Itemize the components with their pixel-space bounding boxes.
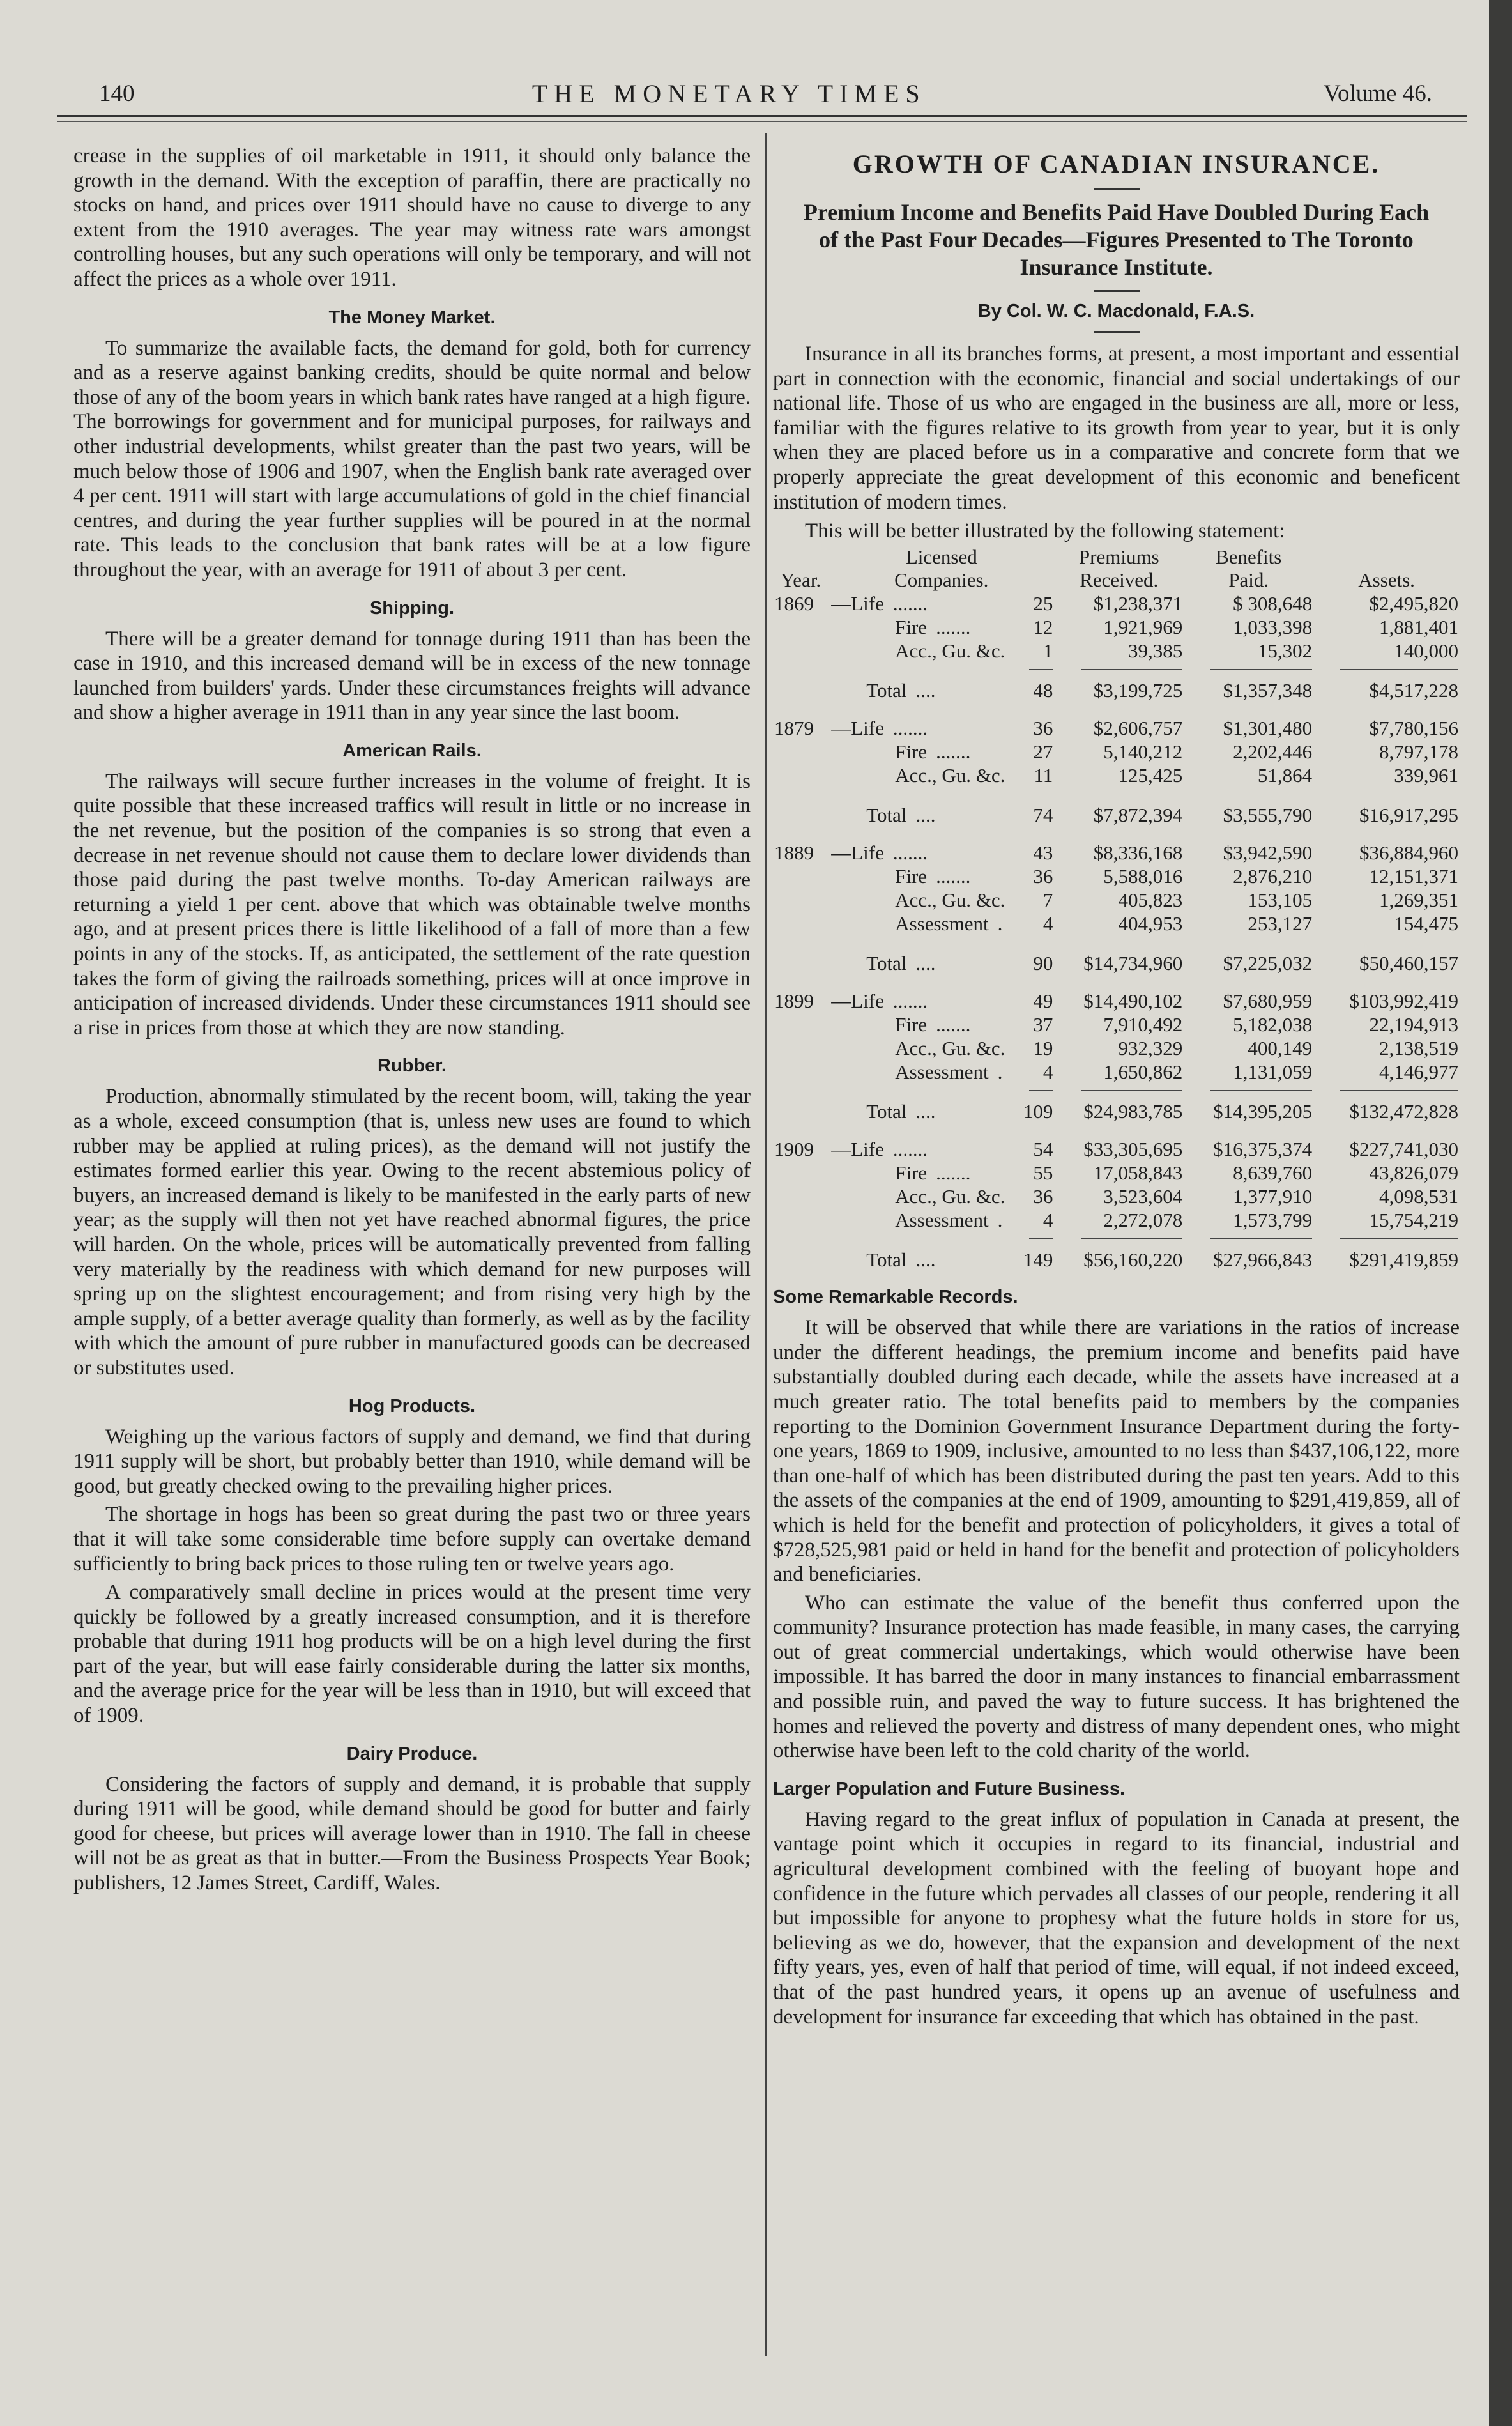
row-label [829, 1060, 1015, 1084]
premiums-cell: $1,238,371 [1093, 592, 1183, 615]
header-rule-thin [57, 121, 1467, 122]
year-cell [773, 1208, 829, 1232]
benefits-cell: $1,357,348 [1223, 679, 1313, 702]
table-row [773, 989, 1460, 1013]
dot-leader: ....... [892, 841, 928, 864]
row-label [829, 794, 1015, 827]
premiums-cell: 404,953 [1118, 912, 1183, 935]
year-dash: — [831, 592, 851, 615]
table-row [773, 740, 1460, 764]
section-heading: Rubber. [378, 1056, 447, 1077]
assets-cell: $2,495,820 [1369, 592, 1458, 615]
benefits-cell: 1,131,059 [1233, 1061, 1313, 1084]
year-cell [773, 639, 829, 663]
paragraph: Having regard to the great influx of population in Canada at present, the vantage point which it occupies in regard to its financial, industrial and agricultural development combined with the feeling of buoyant hope and confidence in the future which pervades all classes of our people, rendering it all but impossible for anyone to prophesy what the future holds in store for us, believing as we do, however, that the expansion and development of the next fifty years, yes, even of half that period of time, will equal, if not indeed exceed, that of the past hundred years, it opens up an avenue of usefulness and development for insurance far exceeding that which has obtained in the past. [773, 1808, 1460, 2029]
header-year: Year. [781, 569, 821, 592]
assets-cell: $7,780,156 [1369, 717, 1458, 740]
companies-cell: 25 [1033, 592, 1053, 615]
assets-cell: $50,460,157 [1359, 952, 1458, 975]
section-heading: The Money Market. [328, 307, 496, 328]
premiums-cell: 932,329 [1118, 1037, 1183, 1060]
premiums-cell: $24,983,785 [1083, 1100, 1183, 1123]
companies-cell: 1 [1042, 640, 1053, 663]
subtotal-rule-row [773, 787, 1460, 794]
subtotal-rule-row [773, 1084, 1460, 1091]
companies-cell: 54 [1033, 1138, 1053, 1161]
row-label [829, 989, 1015, 1013]
paragraph: To summarize the available facts, the demand for gold, both for currency and as a reserve against banking credits, should be quite normal and below those of any of the boom years in which bank rates have ranged at a high figure. The borrowings for government and for municipal purposes, for railways and other industrial developments, whilst greater than the past two years, will be much below those of 1906 and 1907, when the English bank rate averaged over 4 per cent. 1911 will start with large accumulations of gold in the chief financial centres, and during the year further supplies will be poured in at the normal rate. This leads to the conclusion that bank rates will be at a low figure throughout the year, with an average for 1911 of about 3 per cent. [73, 336, 751, 581]
benefits-cell: 1,573,799 [1233, 1209, 1313, 1232]
row-label-text: Fire [895, 616, 928, 639]
row-label-text: Acc., Gu. &c. [895, 764, 1005, 787]
row-label-text: Acc., Gu. &c. [895, 1037, 1005, 1060]
assets-cell: $4,517,228 [1369, 679, 1458, 702]
row-label-text: Assessment [895, 1061, 989, 1084]
table-total-row [773, 942, 1460, 975]
benefits-cell: 8,639,760 [1233, 1162, 1313, 1185]
assets-cell: 1,269,351 [1379, 889, 1458, 912]
year-cell [773, 1036, 829, 1060]
companies-cell: 4 [1042, 1209, 1053, 1232]
benefits-cell: 5,182,038 [1233, 1013, 1313, 1036]
row-label-text: Life [851, 717, 884, 740]
year-cell [773, 942, 829, 975]
premiums-cell: $8,336,168 [1093, 841, 1183, 864]
year-cell [773, 615, 829, 639]
group-gap [773, 702, 1460, 716]
premiums-cell: $7,872,394 [1093, 804, 1183, 827]
row-label-text: Total [866, 679, 907, 702]
companies-cell: 48 [1033, 679, 1053, 702]
paragraph: A comparatively small decline in prices would at the present time very quickly be followed by a greatly increased consumption, and it is therefore probable that during 1911 hog products will be on a high level during the first part of the year, but will ease fairly considerable during the latter six months, and the average price for the year will be less than in 1910, but will exceed that of 1909. [73, 1581, 751, 1728]
group-gap [773, 1123, 1460, 1137]
benefits-cell: 51,864 [1257, 764, 1313, 787]
page-header [99, 75, 1432, 111]
year-cell [773, 1185, 829, 1208]
table-row [773, 615, 1460, 639]
assets-cell: 140,000 [1394, 640, 1458, 663]
year-cell [773, 912, 829, 935]
year-cell: 1879 [774, 717, 814, 740]
benefits-cell: 1,377,910 [1233, 1185, 1313, 1208]
row-label-text: Life [851, 990, 884, 1013]
row-label [829, 841, 1015, 864]
assets-cell: 2,138,519 [1379, 1037, 1458, 1060]
year-cell [773, 1013, 829, 1036]
premiums-cell: 17,058,843 [1093, 1162, 1183, 1185]
row-label-text: Total [866, 952, 907, 975]
premiums-cell: $56,160,220 [1083, 1248, 1183, 1271]
table-row [773, 1208, 1460, 1232]
row-label [829, 615, 1015, 639]
row-label-text: Acc., Gu. &c. [895, 889, 1005, 912]
dot-leader: ....... [892, 717, 928, 740]
dot-leader: .... [915, 952, 936, 975]
companies-cell: 43 [1033, 841, 1053, 864]
dot-leader: .... [915, 679, 936, 702]
companies-cell: 37 [1033, 1013, 1053, 1036]
row-label [829, 888, 1015, 912]
row-label [829, 1161, 1015, 1185]
companies-cell: 36 [1033, 865, 1053, 888]
companies-cell: 11 [1034, 764, 1053, 787]
header-rule [57, 115, 1467, 117]
table-row [773, 864, 1460, 888]
journal-title: THE MONETARY TIMES [531, 79, 926, 108]
header-companies: Companies. [894, 569, 989, 592]
row-label-text: Life [851, 841, 884, 864]
benefits-cell: $14,395,205 [1213, 1100, 1313, 1123]
benefits-cell: 2,202,446 [1233, 741, 1313, 764]
section-heading: Shipping. [369, 597, 455, 618]
companies-cell: 7 [1042, 889, 1053, 912]
assets-cell: 154,475 [1394, 912, 1458, 935]
assets-cell: 43,826,079 [1369, 1162, 1458, 1185]
year-cell [773, 670, 829, 702]
assets-cell: 8,797,178 [1379, 741, 1458, 764]
table-intro: This will be better illustrated by the following statement: [805, 519, 1285, 543]
dot-leader: ....... [936, 1162, 971, 1185]
row-label [829, 592, 1015, 615]
row-label [829, 864, 1015, 888]
benefits-cell: 2,876,210 [1233, 865, 1313, 888]
row-label [829, 1137, 1015, 1161]
dot-leader: .... [915, 1248, 936, 1271]
year-cell [773, 1161, 829, 1185]
benefits-cell: 253,127 [1248, 912, 1313, 935]
table-row [773, 764, 1460, 787]
table-total-row [773, 794, 1460, 827]
section-heading: Hog Products. [348, 1395, 476, 1416]
dot-leader: . [997, 1061, 1003, 1084]
row-label-text: Life [851, 1138, 884, 1161]
assets-cell: $103,992,419 [1349, 990, 1458, 1013]
article-intro: Insurance in all its branches forms, at present, a most important and essential part in connection with the economic, financial and social undertakings of our national life. Those of us who are engaged in the business are all, more or less, familiar with the figures relative to its growth from year to year, but it is only when they are placed before us in a comparative and concrete form that we properly appreciate the great development of this economic and beneficent institution of modern times. [773, 342, 1460, 514]
benefits-cell: $1,301,480 [1223, 717, 1313, 740]
premiums-cell: 1,921,969 [1103, 616, 1183, 639]
year-dash: — [831, 990, 851, 1013]
assets-cell: 12,151,371 [1369, 865, 1458, 888]
year-cell: 1869 [774, 592, 814, 615]
dot-leader: ....... [892, 592, 928, 615]
header-licensed: Licensed [905, 546, 977, 569]
premiums-cell: 405,823 [1118, 889, 1183, 912]
row-label [829, 639, 1015, 663]
table-row [773, 592, 1460, 615]
companies-cell: 55 [1033, 1162, 1053, 1185]
benefits-cell: 400,149 [1248, 1037, 1313, 1060]
row-label-text: Total [866, 1248, 907, 1271]
dot-leader: .... [915, 1100, 936, 1123]
row-label [829, 740, 1015, 764]
year-dash: — [831, 717, 851, 740]
benefits-cell: $16,375,374 [1213, 1138, 1313, 1161]
premiums-cell: 2,272,078 [1103, 1209, 1183, 1232]
companies-cell: 36 [1033, 1185, 1053, 1208]
dot-leader: ....... [892, 1138, 928, 1161]
row-label-text: Assessment [895, 912, 989, 935]
row-label [829, 1036, 1015, 1060]
row-label [829, 1013, 1015, 1036]
premiums-cell: 3,523,604 [1103, 1185, 1183, 1208]
paragraph: Considering the factors of supply and demand, it is probable that supply during 1911 will be good, while demand should be good for butter and fairly good for cheese, but prices will average lower than in 1910. The fall in cheese will not be as great as that in butter.—From the Business Prospects Year Book; publishers, 12 James Street, Cardiff, Wales. [73, 1772, 751, 1895]
year-dash: — [831, 1138, 851, 1161]
row-label-text: Fire [895, 865, 928, 888]
row-label [829, 716, 1015, 740]
left-column [73, 144, 751, 1900]
premiums-cell: $14,734,960 [1083, 952, 1183, 975]
paragraph: The shortage in hogs has been so great during the past two or three years that it will take some considerable time before supply can overtake demand sufficiently to bring back prices to those ruling ten or twelve years ago. [73, 1503, 751, 1576]
subtotal-rule-row [773, 663, 1460, 670]
row-label-text: Total [866, 804, 907, 827]
table-row [773, 1060, 1460, 1084]
year-cell [773, 764, 829, 787]
benefits-cell: 153,105 [1248, 889, 1313, 912]
year-cell: 1909 [774, 1138, 814, 1161]
table-row [773, 1161, 1460, 1185]
dot-leader: ....... [936, 1013, 971, 1036]
row-label-text: Acc., Gu. &c. [895, 640, 1005, 663]
companies-cell: 19 [1033, 1037, 1053, 1060]
premiums-cell: 1,650,862 [1103, 1061, 1183, 1084]
table-row [773, 1137, 1460, 1161]
paragraph: It will be observed that while there are variations in the ratios of increase under the different headings, the premium income and benefits paid have substantially doubled during each decade, while the assets have increased at a much greater ratio. The total benefits paid to members by the companies reporting to the Dominion Government Insurance Department during the forty-one years, 1869 to 1909, inclusive, amounted to no less than $437,106,122, more than one-half of which has been distributed during the past ten years. Add to this the assets of the companies at the end of 1909, amounting to $291,419,859, all of which is held for the benefit and protection of policyholders, it gives a total of $728,525,981 paid or held in hand for the benefit and protection of policyholders and beneficiaries. [773, 1316, 1460, 1586]
section-heading: Dairy Produce. [346, 1743, 478, 1764]
premiums-cell: $3,199,725 [1093, 679, 1183, 702]
row-label-text: Assessment [895, 1209, 989, 1232]
deck-dash [1094, 290, 1140, 292]
dot-leader: .... [915, 804, 936, 827]
premiums-cell: $33,305,695 [1083, 1138, 1183, 1161]
paragraph: The railways will secure further increases in the volume of freight. It is quite possible that these increased traffics will result in little or no increase in the net revenue, but the position of the companies is so strong that even a decrease in net revenue should not cause them to declare lower dividends than those paid during the past twelve months. To-day American railways are returning a yield 1 per cent. above that which was obtainable twelve months ago, and at present prices there is little likelihood of a fall of more than a few points in any of the stocks. If, as anticipated, the settlement of the rate question takes the form of giving the railroads something, prices will at once improve in anticipation of increased dividends. Under these circumstances 1911 should see a rise in prices from those at which they are now standing. [73, 769, 751, 1040]
premiums-cell: $2,606,757 [1093, 717, 1183, 740]
dot-leader: . [997, 1209, 1003, 1232]
table-total-row [773, 670, 1460, 702]
premiums-cell: $14,490,102 [1083, 990, 1183, 1013]
benefits-cell: $3,942,590 [1223, 841, 1313, 864]
benefits-cell: $7,680,959 [1223, 990, 1313, 1013]
row-label [829, 670, 1015, 702]
premiums-cell: 5,140,212 [1103, 741, 1183, 764]
header-benefits-top: Benefits [1216, 546, 1282, 569]
table-row [773, 639, 1460, 663]
companies-cell: 36 [1033, 717, 1053, 740]
dot-leader: . [997, 912, 1003, 935]
row-label-text: Acc., Gu. &c. [895, 1185, 1005, 1208]
assets-cell: 15,754,219 [1369, 1209, 1458, 1232]
paragraph: Who can estimate the value of the benefit thus conferred upon the community? Insurance protection has made feasible, in many cases, the carrying out of great commercial undertakings, which would otherwise have been impossible. It has barred the door in many instances to financial embarrassment and possible ruin, and paved the way to future success. It has brightened the homes and relieved the poverty and distress of many dependent ones, who might otherwise have been left to the cold charity of the world. [773, 1591, 1460, 1763]
insurance-statistics-table [773, 546, 1460, 1271]
dot-leader: ....... [936, 741, 971, 764]
table-total-row [773, 1091, 1460, 1123]
table-row [773, 912, 1460, 935]
assets-cell: $227,741,030 [1349, 1138, 1458, 1161]
row-label-text: Total [866, 1100, 907, 1123]
companies-cell: 90 [1033, 952, 1053, 975]
assets-cell: 4,098,531 [1379, 1185, 1458, 1208]
dot-leader: ....... [936, 616, 971, 639]
companies-cell: 4 [1042, 912, 1053, 935]
article-title: GROWTH OF CANADIAN INSURANCE. [852, 150, 1380, 178]
year-cell [773, 1060, 829, 1084]
companies-cell: 4 [1042, 1061, 1053, 1084]
table-row [773, 716, 1460, 740]
row-label [829, 942, 1015, 975]
premiums-cell: 125,425 [1118, 764, 1183, 787]
assets-cell: 4,146,977 [1379, 1061, 1458, 1084]
intro-paragraph: crease in the supplies of oil marketable in 1911, it should only balance the growth in the demand. With the exception of paraffin, there are practically no stocks on hand, and prices over 1911 should have no cause to diverge to any extent from the 1910 averages. The year may witness rate wars amongst controlling houses, but any such operations will only be temporary, and will not affect the prices as a whole over 1911. [73, 144, 751, 291]
paragraph: Production, abnormally stimulated by the recent boom, will, taking the year as a whole, exceed consumption (that is, unless new uses are found to which rubber may be applied at ruling prices), as the demand will not justify the estimates formed earlier this year. Owing to the recent abstemious policy of buyers, an increased demand is likely to be manifested in the early parts of new year; as the supply will then not yet have reached abnormal figures, the price will harden. On the whole, prices will be automatically prevented from falling very materially by the readiness with which demand for new purposes will spring up on the slightest encouragement; and from rising very high by the ample supply, of a better average quality than formerly, as well as by the facility with which the amount of pure rubber in manufactured goods can be decreased or substitutes used. [73, 1085, 751, 1379]
assets-cell: 1,881,401 [1379, 616, 1458, 639]
assets-cell: $291,419,859 [1349, 1248, 1458, 1271]
assets-cell: 22,194,913 [1369, 1013, 1458, 1036]
page-number: 140 [99, 80, 135, 107]
scan-edge [1489, 0, 1512, 2426]
year-cell [773, 1091, 829, 1123]
year-cell [773, 794, 829, 827]
group-gap [773, 827, 1460, 841]
table-header-row-2 [773, 569, 1460, 592]
volume-label: Volume 46. [1324, 80, 1432, 107]
table-row [773, 841, 1460, 864]
table-row [773, 888, 1460, 912]
table-header-row-1 [773, 546, 1460, 569]
assets-cell: $132,472,828 [1349, 1100, 1458, 1123]
benefits-cell: $ 308,648 [1233, 592, 1313, 615]
section-heading: American Rails. [342, 740, 482, 761]
header-premiums-top: Premiums [1078, 546, 1159, 569]
paragraph: Weighing up the various factors of supply and demand, we find that during 1911 supply will be short, but probably better than 1910, while demand will be good, but greatly checked owing to the prevailing higher prices. [73, 1425, 751, 1498]
assets-cell: 339,961 [1394, 764, 1458, 787]
companies-cell: 12 [1033, 616, 1053, 639]
companies-cell: 49 [1033, 990, 1053, 1013]
row-label-text: Fire [895, 1013, 928, 1036]
premiums-cell: 7,910,492 [1103, 1013, 1183, 1036]
row-label [829, 912, 1015, 935]
title-dash [1094, 188, 1140, 190]
table-total-row [773, 1239, 1460, 1271]
header-benefits: Paid. [1228, 569, 1269, 592]
benefits-cell: $3,555,790 [1223, 804, 1313, 827]
premiums-cell: 5,588,016 [1103, 865, 1183, 888]
paragraph: There will be a greater demand for tonnage during 1911 than has been the case in 1910, and this increased demand will be in excess of the new tonnage launched from builders' yards. Under these circumstances freights will advance and show a higher average in 1911 than in any year since the last boom. [73, 627, 751, 725]
year-cell [773, 864, 829, 888]
year-cell [773, 740, 829, 764]
table-row [773, 1013, 1460, 1036]
article-byline: By Col. W. C. Macdonald, F.A.S. [977, 301, 1255, 321]
dot-leader: ....... [936, 865, 971, 888]
row-label [829, 764, 1015, 787]
row-label [829, 1091, 1015, 1123]
row-label-text: Fire [895, 741, 928, 764]
dot-leader: ....... [892, 990, 928, 1013]
companies-cell: 27 [1033, 741, 1053, 764]
subtotal-rule-row [773, 1232, 1460, 1239]
assets-cell: $16,917,295 [1359, 804, 1458, 827]
companies-cell: 109 [1023, 1100, 1053, 1123]
header-assets: Assets. [1358, 569, 1415, 592]
table-row [773, 1036, 1460, 1060]
assets-cell: $36,884,960 [1359, 841, 1458, 864]
right-column [773, 144, 1460, 2033]
subtotal-rule-row [773, 935, 1460, 942]
benefits-cell: $7,225,032 [1223, 952, 1313, 975]
table-row [773, 1185, 1460, 1208]
article-deck: Premium Income and Benefits Paid Have Doubled During Each of the Past Four Decades—Figures Presented to The Toronto Insurance Institute. [803, 199, 1430, 280]
year-cell [773, 1239, 829, 1271]
benefits-cell: 15,302 [1257, 640, 1313, 663]
row-label [829, 1239, 1015, 1271]
year-cell: 1889 [774, 841, 814, 864]
year-cell [773, 888, 829, 912]
row-label [829, 1185, 1015, 1208]
row-label-text: Fire [895, 1162, 928, 1185]
premiums-cell: 39,385 [1127, 640, 1183, 663]
section-heading: Larger Population and Future Business. [773, 1778, 1126, 1799]
header-premiums: Received. [1080, 569, 1159, 592]
year-cell: 1899 [774, 990, 814, 1013]
year-dash: — [831, 841, 851, 864]
byline-dash [1094, 331, 1140, 333]
section-heading: Some Remarkable Records. [773, 1287, 1018, 1308]
group-gap [773, 975, 1460, 989]
row-label [829, 1208, 1015, 1232]
benefits-cell: 1,033,398 [1233, 616, 1313, 639]
companies-cell: 74 [1033, 804, 1053, 827]
column-divider [765, 133, 767, 2356]
companies-cell: 149 [1023, 1248, 1053, 1271]
benefits-cell: $27,966,843 [1213, 1248, 1313, 1271]
row-label-text: Life [851, 592, 884, 615]
